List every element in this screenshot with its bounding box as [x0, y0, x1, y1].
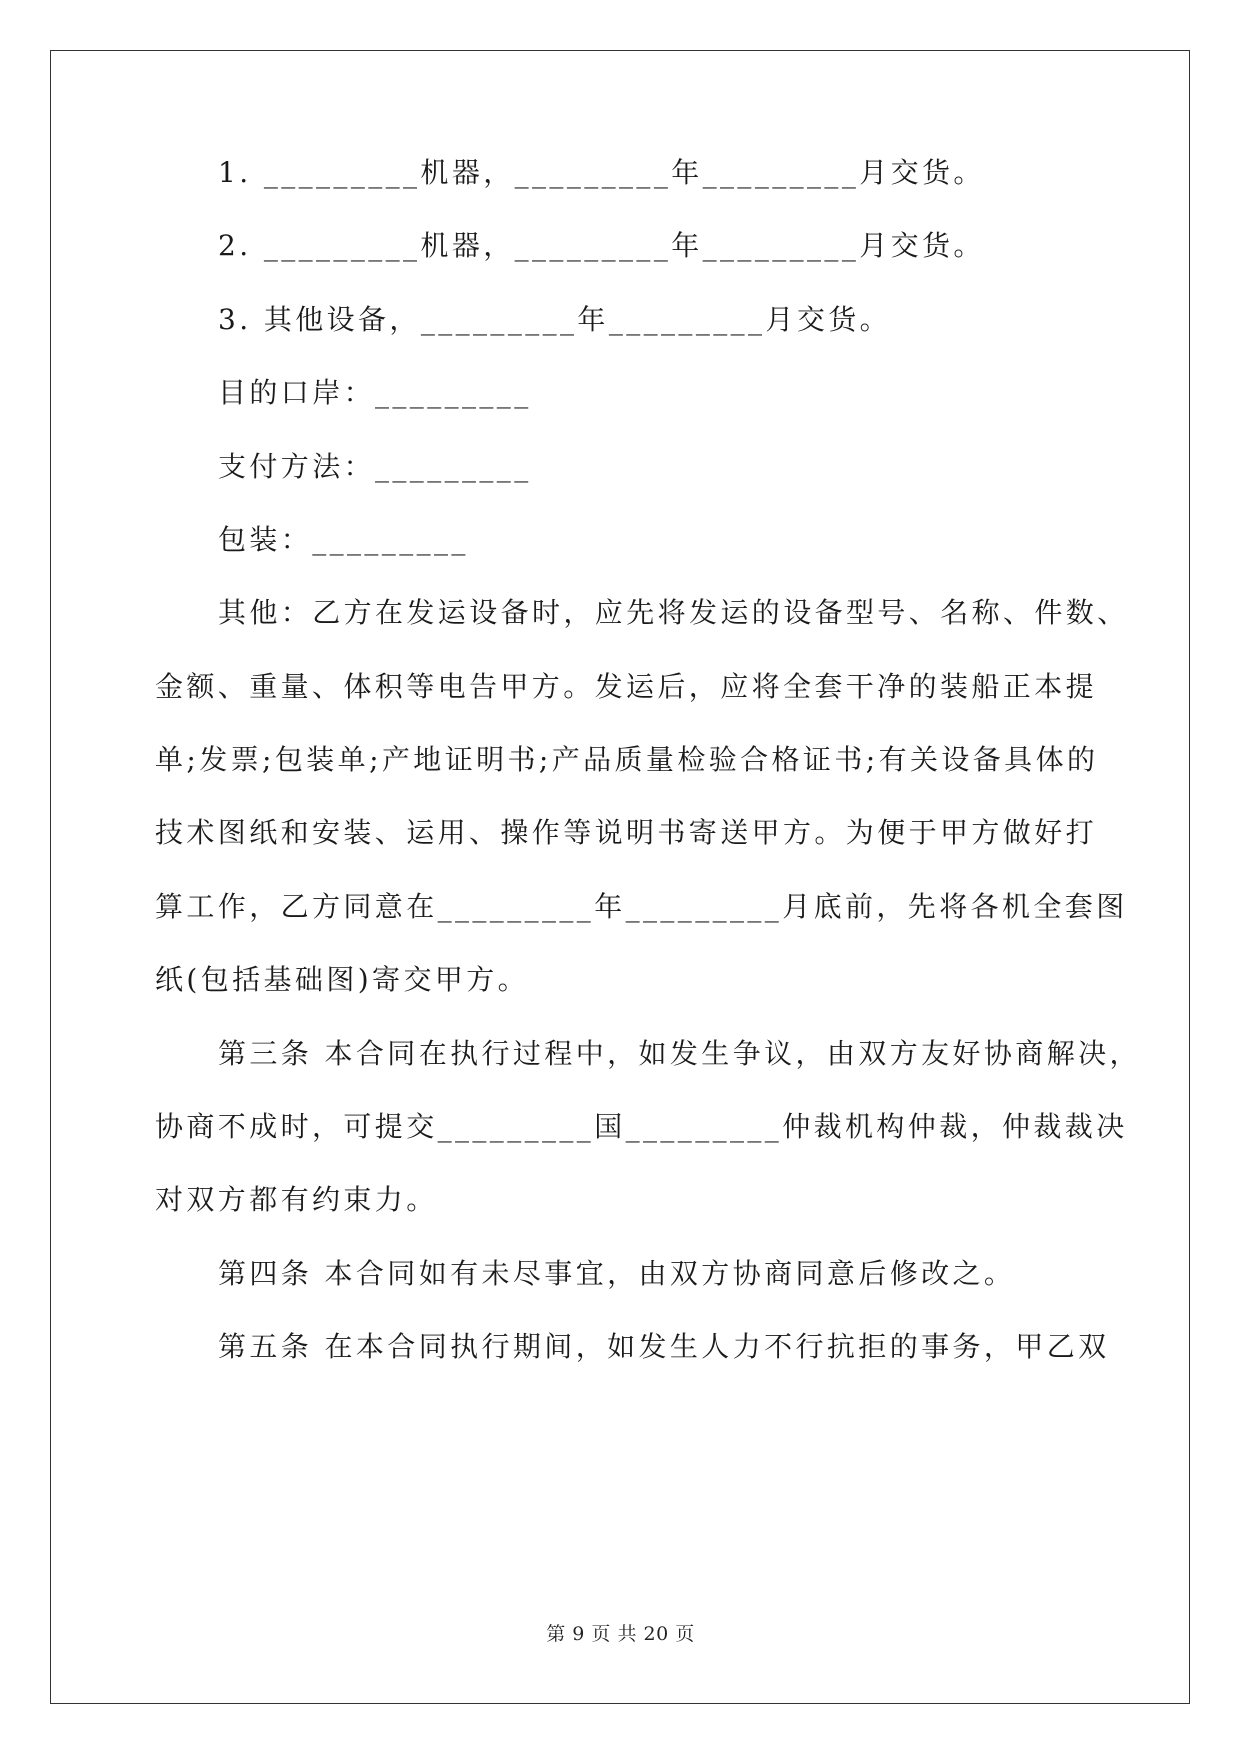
article-3-line-2: 协商不成时，可提交_________国_________仲裁机构仲裁，仲裁裁决: [155, 1110, 1128, 1143]
article-3-line-1: 第三条 本合同在执行过程中，如发生争议，由双方友好协商解决，: [218, 1037, 1141, 1070]
other-clause-line-6: 纸(包括基础图)寄交甲方。: [155, 963, 530, 996]
destination-port-line: 目的口岸：_________: [218, 376, 532, 409]
page-frame: [50, 50, 1190, 1704]
page-footer: [0, 1622, 1241, 1646]
payment-method-line: 支付方法：_________: [218, 450, 532, 483]
packaging-line: 包装：_________: [218, 523, 469, 556]
other-clause-line-4: 技术图纸和安装、运用、操作等说明书寄送甲方。为便于甲方做好打: [155, 816, 1098, 849]
delivery-item-3: 3. 其他设备，_________年_________月交货。: [218, 303, 892, 336]
other-clause-line-3: 单;发票;包装单;产地证明书;产品质量检验合格证书;有关设备具体的: [155, 743, 1099, 776]
article-5-line-1: 第五条 在本合同执行期间，如发生人力不行抗拒的事务，甲乙双: [218, 1330, 1110, 1363]
other-clause-line-5: 算工作，乙方同意在_________年_________月底前，先将各机全套图: [155, 890, 1128, 923]
delivery-item-1: 1. _________机器，_________年_________月交货。: [218, 156, 985, 189]
other-clause-line-2: 金额、重量、体积等电告甲方。发运后，应将全套干净的装船正本提: [155, 670, 1098, 703]
article-3-line-3: 对双方都有约束力。: [155, 1183, 438, 1216]
page-number: 第 9 页 共 20 页: [546, 1623, 695, 1645]
article-4-line: 第四条 本合同如有未尽事宜，由双方协商同意后修改之。: [218, 1257, 1016, 1290]
delivery-item-2: 2. _________机器，_________年_________月交货。: [218, 229, 985, 262]
other-clause-line-1: 其他：乙方在发运设备时，应先将发运的设备型号、名称、件数、: [218, 596, 1129, 629]
